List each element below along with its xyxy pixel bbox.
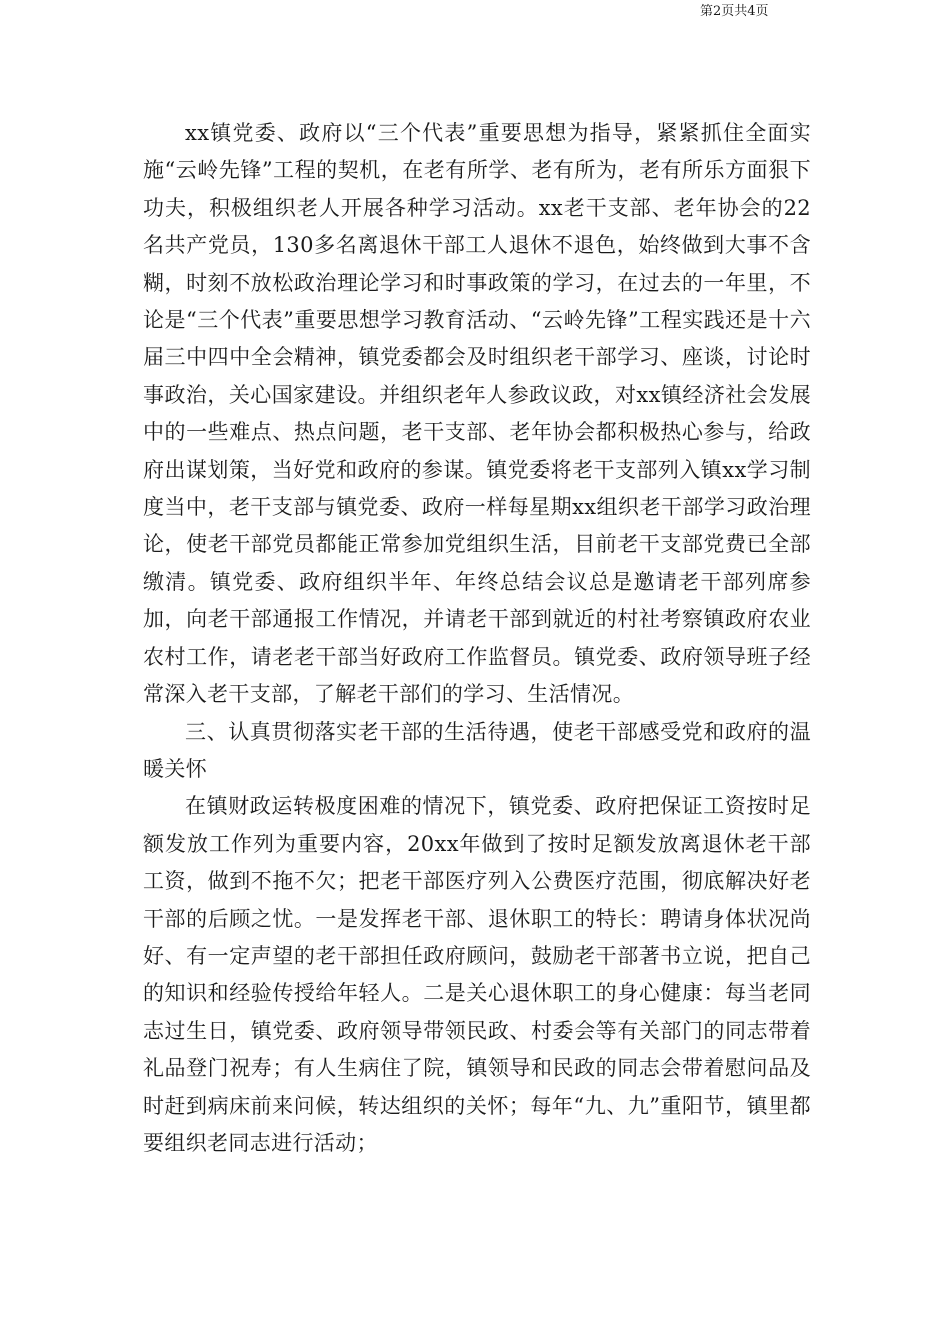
section-heading-living-benefits: 三、认真贯彻落实老干部的生活待遇，使老干部感受党和政府的温暖关怀 [143,719,811,781]
paragraph-activities: xx镇党委、政府以“三个代表”重要思想为指导，紧紧抓住全面实施“云岭先锋”工程的契机，在老有所学、老有所为，老有所乐方面狠下功夫，积极组织老人开展各种学习活动。xx老干支部、老年协会的22名共产党员，130多名离退休干部工人退休不退色，始终做到大事不含糊，时刻不放松政治理论学习和时事政策的学习，在过去的一年里，不论是“三个代表”重要思想学习教育活动、“云岭先锋”工程实践还是十六届三中四中全会精神，镇党委都会及时组织老干部学习、座谈，讨论时事政治，关心国家建设。并组织老年人参政议政，对xx镇经济社会发展中的一些难点、热点问题，老干支部、老年协会都积极热心参与，给政府出谋划策，当好党和政府的参谋。镇党委将老干支部列入镇xx学习制度当中，老干支部与镇党委、政府一样每星期xx组织老干部学习政治理论，使老干部党员都能正常参加党组织生活，目前老干支部党费已全部缴清。镇党委、政府组织半年、年终总结会议总是邀请老干部列席参加，向老干部通报工作情况，并请老干部到就近的村社考察镇政府农业农村工作，请老老干部当好政府工作监督员。镇党委、政府领导班子经常深入老干支部，了解老干部们的学习、生活情况。 [143,121,811,707]
page-number: 第2页共4页 [700,4,769,19]
document-body [143,115,811,1162]
paragraph-benefits: 在镇财政运转极度困难的情况下，镇党委、政府把保证工资按时足额发放工作列为重要内容，20xx年做到了按时足额发放离退休老干部工资，做到不拖不欠；把老干部医疗列入公费医疗范围，彻底解决好老干部的后顾之忧。一是发挥老干部、退休职工的特长：聘请身体状况尚好、有一定声望的老干部担任政府顾问，鼓励老干部著书立说，把自己的知识和经验传授给年轻人。二是关心退休职工的身心健康：每当老同志过生日，镇党委、政府领导带领民政、村委会等有关部门的同志带着礼品登门祝寿；有人生病住了院，镇领导和民政的同志会带着慰问品及时赶到病床前来问候，转达组织的关怀；每年“九、九”重阳节，镇里都要组织老同志进行活动； [143,794,811,1155]
